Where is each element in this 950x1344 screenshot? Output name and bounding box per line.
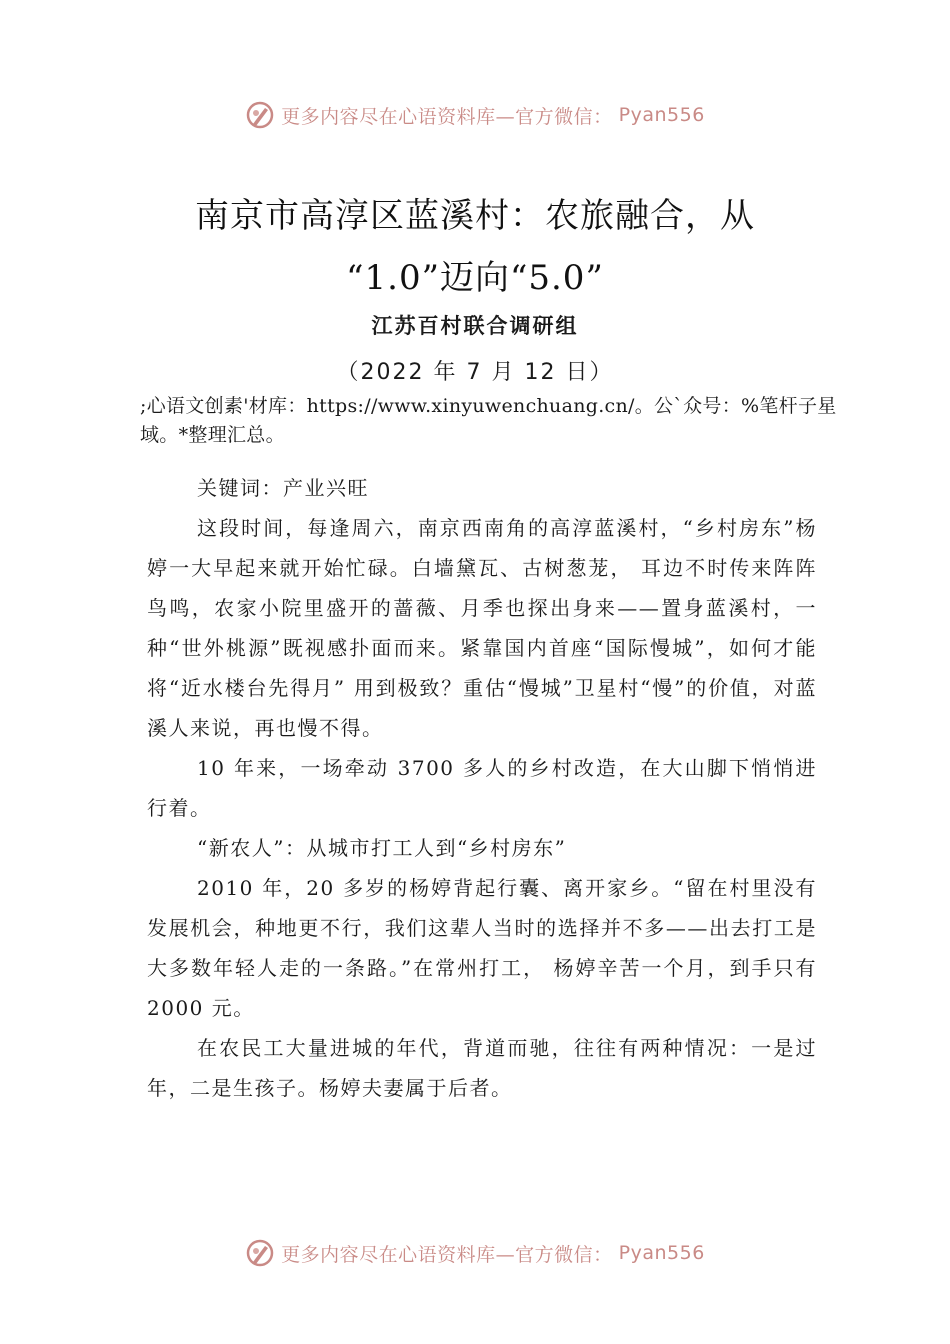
watermark-id: Pyan556 (618, 104, 705, 126)
watermark-footer (0, 1233, 950, 1273)
paragraph-3: 2010 年，20 多岁的杨婷背起行囊、离开家乡。“留在村里没有发展机会，种地更不行，我们这辈人当时的选择并不多——出去打工是大多数年轻人走的一条路。”在常州打工， 杨婷辛苦一个月，到手只有 2000 元。 (147, 876, 817, 1020)
paragraph-1: 这段时间，每逢周六，南京西南角的高淳蓝溪村，“乡村房东”杨婷一大早起来就开始忙碌。白墙黛瓦、古树葱茏， 耳边不时传来阵阵鸟鸣，农家小院里盛开的蔷薇、月季也探出身来——置身蓝溪村，一种“世外桃源”既视感扑面而来。紧靠国内首座“国际慢城”，如何才能将“近水楼台先得月” 用到极致？重估“慢城”卫星村“慢”的价值，对蓝溪人来说，再也慢不得。 (147, 516, 817, 740)
pen-logo-icon (245, 1238, 275, 1268)
section-subheading: “新农人”：从城市打工人到“乡村房东” (197, 836, 567, 860)
source-note: ;心语文创素'材库：https://www.xinyuwenchuang.cn/。公`众号：%笔杆子星域。*整理汇总。 (140, 395, 837, 446)
paragraph-4: 在农民工大量进城的年代，背道而驰，往往有两种情况：一是过年，二是生孩子。杨婷夫妻属于后者。 (147, 1036, 817, 1100)
document-author: 江苏百村联合调研组 (371, 313, 579, 338)
document-date: （2022 年 7 月 12 日） (336, 360, 614, 385)
document-body (147, 468, 817, 1108)
document-title-line1: 南京市高淳区蓝溪村：农旅融合，从 (195, 196, 755, 236)
pen-logo-icon (245, 100, 275, 130)
watermark-text: 更多内容尽在心语资料库—官方微信： (281, 1243, 613, 1266)
keywords-line: 关键词：产业兴旺 (197, 476, 369, 500)
document-title-line2: “1.0”迈向“5.0” (346, 258, 604, 298)
watermark-id: Pyan556 (618, 1242, 705, 1264)
watermark-text: 更多内容尽在心语资料库—官方微信： (281, 105, 613, 128)
paragraph-2: 10 年来，一场牵动 3700 多人的乡村改造，在大山脚下悄悄进行着。 (147, 756, 817, 820)
watermark-header (0, 95, 950, 135)
